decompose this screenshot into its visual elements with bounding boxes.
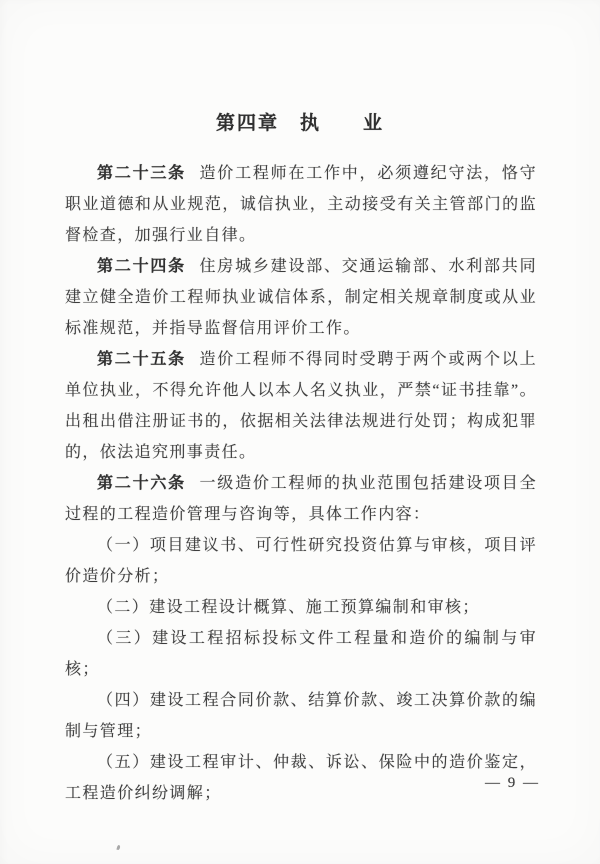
work-item-text: （三）建设工程招标投标文件工程量和造价的编制与审核； [65, 630, 537, 678]
work-item [65, 685, 537, 747]
article-paragraph [65, 158, 537, 251]
article-text: 造价工程师不得同时受聘于两个或两个以上单位执业，不得允许他人以本人名义执业，严禁“证书挂靠”。出租出借注册证书的，依据相关法律法规进行处罚；构成犯罪的，依法追究刑事责任。 [65, 351, 537, 461]
article-text: 住房城乡建设部、交通运输部、水利部共同建立健全造价工程师执业诚信体系，制定相关规章制度或从业标准规范，并指导监督信用评价工作。 [65, 258, 537, 337]
article-text: 造价工程师在工作中，必须遵纪守法，恪守职业道德和从业规范，诚信执业，主动接受有关主管部门的监督检查，加强行业自律。 [65, 165, 537, 244]
article-number: 第二十五条 [97, 351, 186, 368]
work-item-text: （一）项目建议书、可行性研究投资估算与审核，项目评价造价分析； [65, 537, 537, 585]
work-item [65, 623, 537, 685]
page-number: — 9 — [485, 775, 540, 791]
work-item-text: （二）建设工程设计概算、施工预算编制和审核； [97, 599, 480, 616]
article-number: 第二十六条 [97, 475, 186, 492]
work-item [65, 747, 537, 809]
work-item-text: （四）建设工程合同价款、结算价款、竣工决算价款的编制与管理； [65, 692, 537, 740]
article-paragraph [65, 251, 537, 344]
scan-speck [116, 845, 120, 851]
article-number: 第二十三条 [97, 165, 186, 182]
article-number: 第二十四条 [97, 258, 186, 275]
article-text: 一级造价工程师的执业范围包括建设项目全过程的工程造价管理与咨询等，具体工作内容： [65, 475, 537, 523]
article-paragraph [65, 344, 537, 468]
document-body [65, 158, 537, 809]
chapter-title: 第四章 执 业 [215, 113, 384, 134]
article-paragraph [65, 468, 537, 530]
work-item [65, 530, 537, 592]
work-item [65, 592, 537, 623]
work-item-text: （五）建设工程审计、仲裁、诉讼、保险中的造价鉴定，工程造价纠纷调解； [65, 754, 537, 802]
